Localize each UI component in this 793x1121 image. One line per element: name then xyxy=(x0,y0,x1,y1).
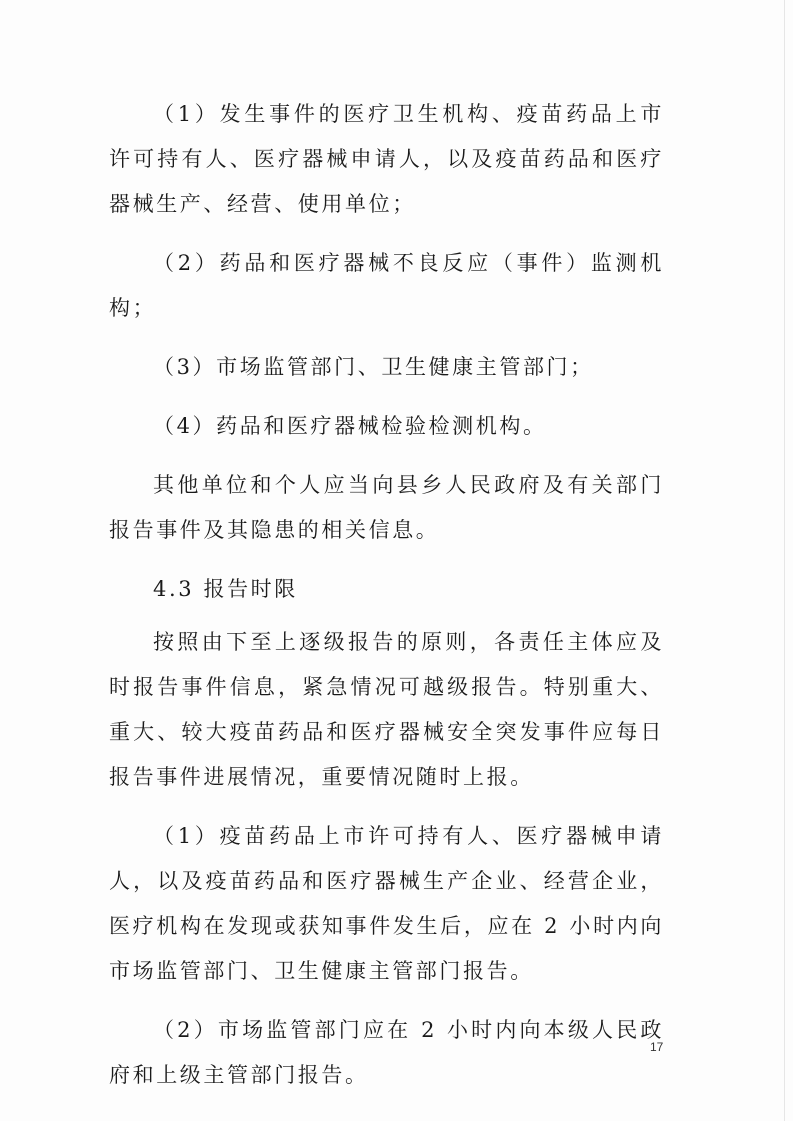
paragraph-reporting-subject-1: （1）发生事件的医疗卫生机构、疫苗药品上市许可持有人、医疗器械申请人，以及疫苗药品和医疗器械生产、经营、使用单位； xyxy=(109,102,664,216)
paragraph-other-units: 其他单位和个人应当向县乡人民政府及有关部门报告事件及其隐患的相关信息。 xyxy=(109,473,664,542)
paragraph-time-limit-2: （2）市场监管部门应在 2 小时内向本级人民政府和上级主管部门报告。 xyxy=(109,1018,664,1087)
paragraph-reporting-subject-4: （4）药品和医疗器械检验检测机构。 xyxy=(153,414,547,438)
scan-edge xyxy=(784,0,785,1121)
body-text xyxy=(109,92,664,1112)
paragraph-reporting-principle: 按照由下至上逐级报告的原则，各责任主体应及时报告事件信息，紧急情况可越级报告。特别重大、重大、较大疫苗药品和医疗器械安全突发事件应每日报告事件进展情况，重要情况随时上报。 xyxy=(109,630,664,789)
paragraph-reporting-subject-3: （3）市场监管部门、卫生健康主管部门； xyxy=(153,355,594,379)
section-heading: 4.3 报告时限 xyxy=(153,577,298,601)
paragraph-time-limit-1: （1）疫苗药品上市许可持有人、医疗器械申请人，以及疫苗药品和医疗器械生产企业、经营企业，医疗机构在发现或获知事件发生后，应在 2 小时内向市场监管部门、卫生健康主管部门报告。 xyxy=(109,824,664,983)
page-number: 17 xyxy=(650,1040,664,1054)
paragraph-reporting-subject-2: （2）药品和医疗器械不良反应（事件）监测机构； xyxy=(109,251,664,320)
